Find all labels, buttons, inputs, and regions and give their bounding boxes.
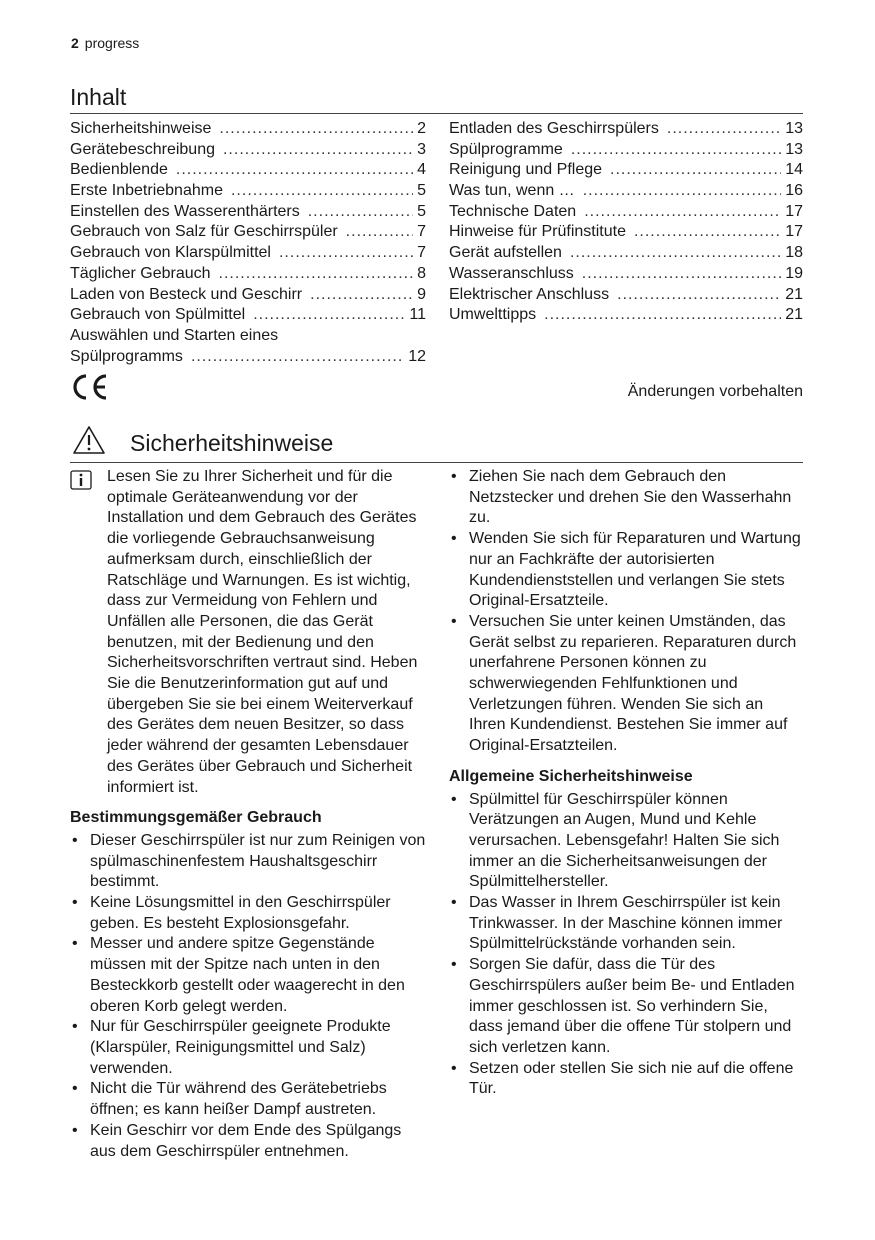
toc-entry[interactable]: Entladen des Geschirrspülers ..... 13 [449,119,803,140]
list-item: • Keine Lösungsmittel in den Geschirrspüler geben. Es besteht Explosionsgefahr. [70,893,426,934]
left-column [70,467,426,1162]
list-item: • Ziehen Sie nach dem Gebrauch den Netzstecker und drehen Sie den Wasserhahn zu. [449,467,803,529]
toc-entry[interactable]: Gerät aufstellen ..... 18 [449,243,803,264]
toc-entry[interactable]: Täglicher Gebrauch ..... 8 [70,264,426,285]
toc-entry[interactable]: Erste Inbetriebnahme ..... 5 [70,181,426,202]
list-item: • Setzen oder stellen Sie sich nie auf die offene Tür. [449,1059,803,1100]
warning-icon [72,425,106,455]
toc-entry[interactable]: Gebrauch von Salz für Geschirrspüler ..... 7 [70,222,426,243]
toc-entry[interactable]: Hinweise für Prüfinstitute ..... 17 [449,222,803,243]
toc-entry[interactable]: Laden von Besteck und Geschirr ..... 9 [70,285,426,306]
toc-right-column [449,119,803,326]
list-item: • Sorgen Sie dafür, dass die Tür des Geschirrspülers außer beim Be- und Entladen immer geschlossen ist. So verhindern Sie, dass jemand über die offene Tür stolpern und sich verletzen kann. [449,955,803,1059]
toc-divider [70,113,803,114]
info-icon [70,470,92,490]
toc-entry[interactable]: Bedienblende ..... 4 [70,160,426,181]
list-item: • Messer und andere spitze Gegenstände müssen mit der Spitze nach unten in den Besteckkorb gestellt oder waagerecht in den oberen Korb gelegt werden. [70,934,426,1017]
safety-list [449,467,803,757]
list-item: • Wenden Sie sich für Reparaturen und Wartung nur an Fachkräfte der autorisierten Kundendienststellen und verlangen Sie stets Original-Ersatzteile. [449,529,803,612]
list-item: • Versuchen Sie unter keinen Umständen, das Gerät selbst zu reparieren. Reparaturen durch unerfahrene Personen können zu schwerwiegenden Fehlfunktionen und Verletzungen führen. Wenden Sie sich an Ihren Kundendienst. Bestehen Sie immer auf Original-Ersatzteilen. [449,612,803,757]
list-item: • Das Wasser in Ihrem Geschirrspüler ist kein Trinkwasser. In der Maschine können immer Spülmittelrückstände vorhanden sein. [449,893,803,955]
toc-entry[interactable]: Einstellen des Wasserenthärters ..... 5 [70,202,426,223]
toc-entry-multiline[interactable]: Auswählen und Starten eines Spülprogramms ..... 12 [70,326,426,367]
subheading-intended-use: Bestimmungsgemäßer Gebrauch [70,809,322,827]
page-header [71,35,139,51]
list-item: • Nur für Geschirrspüler geeignete Produkte (Klarspüler, Reinigungsmittel und Salz) verwenden. [70,1017,426,1079]
right-column [449,467,803,1100]
section-title: Sicherheitshinweise [130,430,334,456]
intro-text: Lesen Sie zu Ihrer Sicherheit und für die optimale Geräteanwendung vor der Installation und dem Gebrauch des Gerätes die vorliegende Gebrauchsanweisung aufmerksam durch, einschließlich der Ratschläge und Warnungen. Es ist wichtig, dass zur Vermeidung von Fehlern und Unfällen alle Personen, die das Gerät benutzen, mit der Bedienung und den Sicherheitsvorschriften vertraut sind. Heben Sie die Benutzerinformation gut auf und übergeben Sie sie bei einem Weiterverkauf des Gerätes dem neuen Besitzer, so dass jeder während der gesamten Lebensdauer des Gerätes über Gebrauch und Sicherheit informiert ist. [107,468,418,796]
toc-title: Inhalt [70,84,127,110]
toc-left-column [70,119,426,367]
subheading-general-safety: Allgemeine Sicherheitshinweise [449,767,693,785]
section-divider [70,462,803,463]
toc-entry[interactable]: Spülprogramme ..... 13 [449,140,803,161]
brand-name: progress [84,35,140,51]
info-note [70,467,426,798]
list-item: • Spülmittel für Geschirrspüler können Verätzungen an Augen, Mund und Kehle verursachen. Lebensgefahr! Halten Sie sich immer an die Sicherheitsanweisungen der Spülmittelhersteller. [449,790,803,894]
intended-use-list [70,831,426,1162]
ce-mark-icon [70,372,110,402]
toc-entry[interactable]: Reinigung und Pflege ..... 14 [449,160,803,181]
toc-entry[interactable]: Elektrischer Anschluss ..... 21 [449,285,803,306]
toc-entry[interactable]: Technische Daten ..... 17 [449,202,803,223]
toc-entry[interactable]: Gebrauch von Klarspülmittel ..... 7 [70,243,426,264]
toc-entry[interactable]: Wasseranschluss ..... 19 [449,264,803,285]
list-item: • Nicht die Tür während des Gerätebetriebs öffnen; es kann heißer Dampf austreten. [70,1079,426,1120]
toc-entry[interactable]: Gerätebeschreibung ..... 3 [70,140,426,161]
toc-entry[interactable]: Sicherheitshinweise ..... 2 [70,119,426,140]
toc-entry[interactable]: Was tun, wenn … ..... 16 [449,181,803,202]
list-item: • Kein Geschirr vor dem Ende des Spülgangs aus dem Geschirrspüler entnehmen. [70,1121,426,1162]
changes-note: Änderungen vorbehalten [627,383,803,400]
page-number: 2 [71,35,79,51]
list-item: • Dieser Geschirrspüler ist nur zum Reinigen von spülmaschinenfestem Haushaltsgeschirr bestimmt. [70,831,426,893]
toc-entry[interactable]: Gebrauch von Spülmittel ..... 11 [70,305,426,326]
toc-entry[interactable]: Umwelttipps ..... 21 [449,305,803,326]
general-safety-list [449,790,803,1101]
